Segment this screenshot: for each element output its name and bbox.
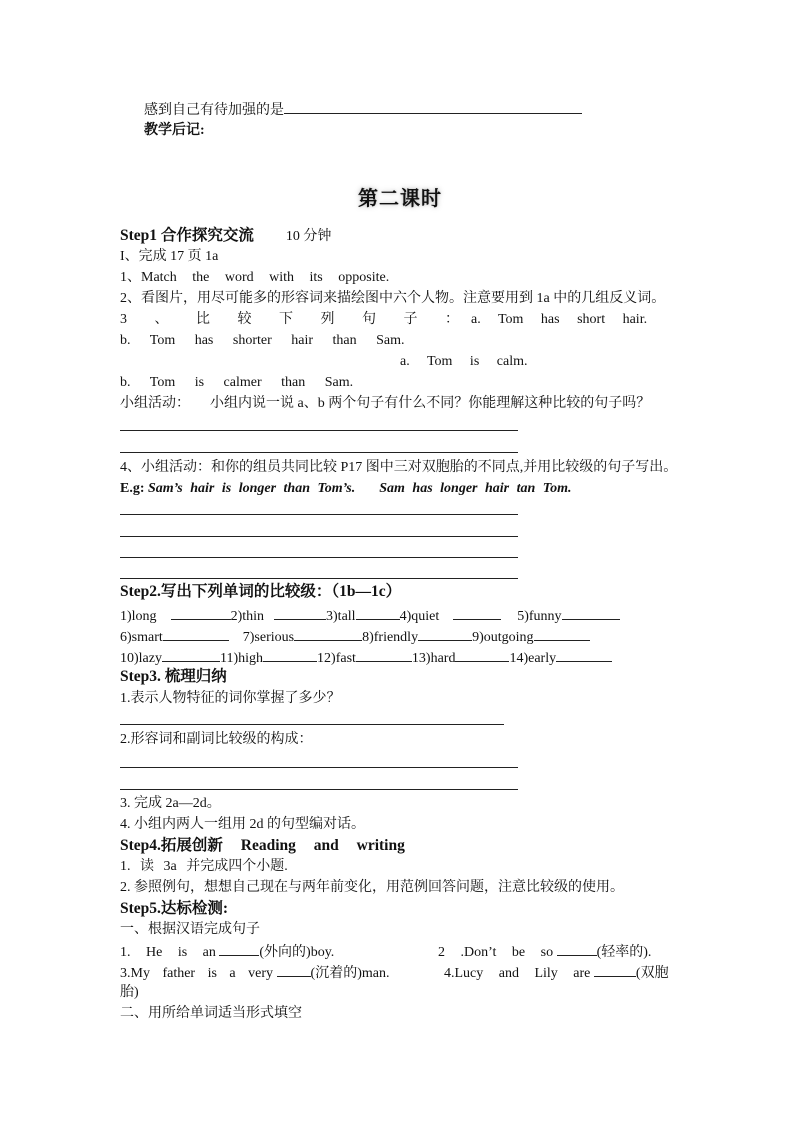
- answer-line[interactable]: [120, 452, 518, 453]
- step3-q3: 3. 完成 2a—2d。: [120, 796, 221, 811]
- answer-blank[interactable]: [562, 605, 620, 620]
- word-quiet: 4)quiet: [399, 609, 440, 624]
- word-serious: 7)serious: [242, 630, 295, 645]
- sentence-1-end: (外向的)boy.: [259, 945, 335, 960]
- step1-time: 10 分钟: [285, 229, 332, 244]
- step1-heading-line: [120, 226, 331, 247]
- answer-blank[interactable]: [453, 605, 501, 620]
- word-outgoing: 9)outgoing: [472, 630, 534, 645]
- word-smart: 6)smart: [120, 630, 163, 645]
- answer-line[interactable]: [120, 767, 518, 768]
- word-lazy: 10)lazy: [120, 651, 162, 666]
- word-high: 11)high: [219, 651, 264, 666]
- word-funny: 5)funny: [517, 609, 562, 624]
- answer-line[interactable]: [120, 536, 518, 537]
- step1-item3-a1: a. Tom has short hair.: [471, 312, 648, 327]
- answer-blank[interactable]: [277, 962, 311, 977]
- answer-blank[interactable]: [284, 99, 582, 114]
- answer-blank[interactable]: [556, 647, 612, 662]
- word-thin: 2)thin: [230, 609, 265, 624]
- step5-heading: Step5.达标检测:: [120, 900, 229, 917]
- example-label: E.g:: [120, 481, 145, 496]
- step3-q2: 2.形容词和副词比较级的构成：: [120, 732, 313, 747]
- answer-blank[interactable]: [162, 647, 220, 662]
- step4-heading: Step4.拓展创新 Reading and writing: [120, 837, 405, 854]
- sentence-3-end: (沉着的)man.: [310, 966, 390, 981]
- step3-q1: 1.表示人物特征的词你掌握了多少？: [120, 691, 341, 706]
- answer-blank[interactable]: [163, 626, 229, 641]
- step4-item2: 2. 参照例句，想想自己现在与两年前变化，用范例回答问题，注意比较级的使用。: [120, 880, 624, 895]
- step5-part2: 二、用所给单词适当形式填空: [120, 1006, 302, 1021]
- answer-line[interactable]: [120, 430, 518, 431]
- answer-blank[interactable]: [274, 605, 326, 620]
- sentence-1-start: 1. He is an: [120, 945, 216, 960]
- group-activity-label: 小组活动：: [120, 396, 190, 411]
- step3-heading: Step3. 梳理归纳: [120, 668, 227, 685]
- step3-q4: 4. 小组内两人一组用 2d 的句型编对话。: [120, 817, 365, 832]
- sentence-4-end: (双胞: [635, 966, 669, 981]
- step1-item3-prefix: 3 、 比 较 下 列 句 子 ：: [120, 312, 471, 327]
- answer-blank[interactable]: [534, 626, 590, 641]
- word-row-2: [120, 626, 590, 648]
- answer-blank[interactable]: [356, 605, 400, 620]
- sentence-row-1: [120, 941, 334, 963]
- answer-blank[interactable]: [294, 626, 362, 641]
- word-row-1: [120, 605, 620, 627]
- example-line: [120, 479, 571, 499]
- answer-line[interactable]: [120, 514, 518, 515]
- step1-item3-b2: b. Tom is calmer than Sam.: [120, 375, 354, 390]
- answer-blank[interactable]: [594, 962, 636, 977]
- answer-blank[interactable]: [356, 647, 412, 662]
- answer-blank[interactable]: [171, 605, 231, 620]
- word-fast: 12)fast: [317, 651, 356, 666]
- answer-blank[interactable]: [455, 647, 509, 662]
- sentence-4-wrap: 胎): [120, 985, 139, 1000]
- word-hard: 13)hard: [411, 651, 456, 666]
- step1-heading: Step1 合作探究交流: [120, 227, 254, 244]
- answer-blank[interactable]: [557, 941, 597, 956]
- answer-line[interactable]: [120, 557, 518, 558]
- group-activity-text: 小组内说一说 a、b 两个句子有什么不同？你能理解这种比较的句子吗？: [210, 396, 651, 411]
- word-tall: 3)tall: [326, 609, 356, 624]
- group-activity-line: [120, 394, 650, 414]
- step2-heading: Step2.写出下列单词的比较级：（1b—1c）: [120, 583, 402, 600]
- sentence-row-2: [438, 941, 651, 963]
- step1-item3-a2: a. Tom is calm.: [400, 354, 528, 369]
- lesson-title: 第二课时: [358, 188, 442, 210]
- answer-blank[interactable]: [418, 626, 472, 641]
- step1-item4: 4、小组活动：和你的组员共同比较 P17 图中三对双胞胎的不同点,并用比较级的句子写出。: [120, 460, 678, 475]
- sentence-4-start: 4.Lucy and Lily are: [444, 966, 591, 981]
- step5-part1: 一、根据汉语完成句子: [120, 922, 260, 937]
- sentence-3-start: 3.My father is a very: [120, 966, 274, 981]
- example-sentence-2: Sam has longer hair tan Tom.: [379, 481, 572, 496]
- teaching-notes-label: 教学后记:: [144, 123, 205, 138]
- step1-item2: 2、看图片，用尽可能多的形容词来描绘图中六个人物。注意要用到 1a 中的几组反义词。: [120, 291, 666, 306]
- word-row-3: [120, 647, 612, 669]
- answer-line[interactable]: [120, 789, 518, 790]
- answer-blank[interactable]: [263, 647, 317, 662]
- step1-item3-line: [120, 310, 647, 330]
- self-improve-label: 感到自己有待加强的是: [144, 103, 284, 118]
- step4-item1: 1. 读 3a 并完成四个小题.: [120, 859, 288, 874]
- sentence-row-4: [444, 962, 669, 984]
- sentence-2-end: (轻率的).: [596, 945, 652, 960]
- step1-item1: 1、Match the word with its opposite.: [120, 270, 390, 285]
- word-long: 1)long: [120, 609, 157, 624]
- sentence-2-start: 2 .Don’t be so: [438, 945, 554, 960]
- example-sentence-1: Sam’s hair is longer than Tom’s.: [148, 481, 356, 496]
- step1-item3-b1: b. Tom has shorter hair than Sam.: [120, 333, 405, 348]
- sentence-row-3: [120, 962, 389, 984]
- answer-blank[interactable]: [219, 941, 259, 956]
- answer-line[interactable]: [120, 724, 504, 725]
- word-friendly: 8)friendly: [362, 630, 419, 645]
- self-improve-line: [144, 99, 582, 121]
- step1-part1: I、完成 17 页 1a: [120, 249, 219, 264]
- word-early: 14)early: [509, 651, 557, 666]
- answer-line[interactable]: [120, 578, 518, 579]
